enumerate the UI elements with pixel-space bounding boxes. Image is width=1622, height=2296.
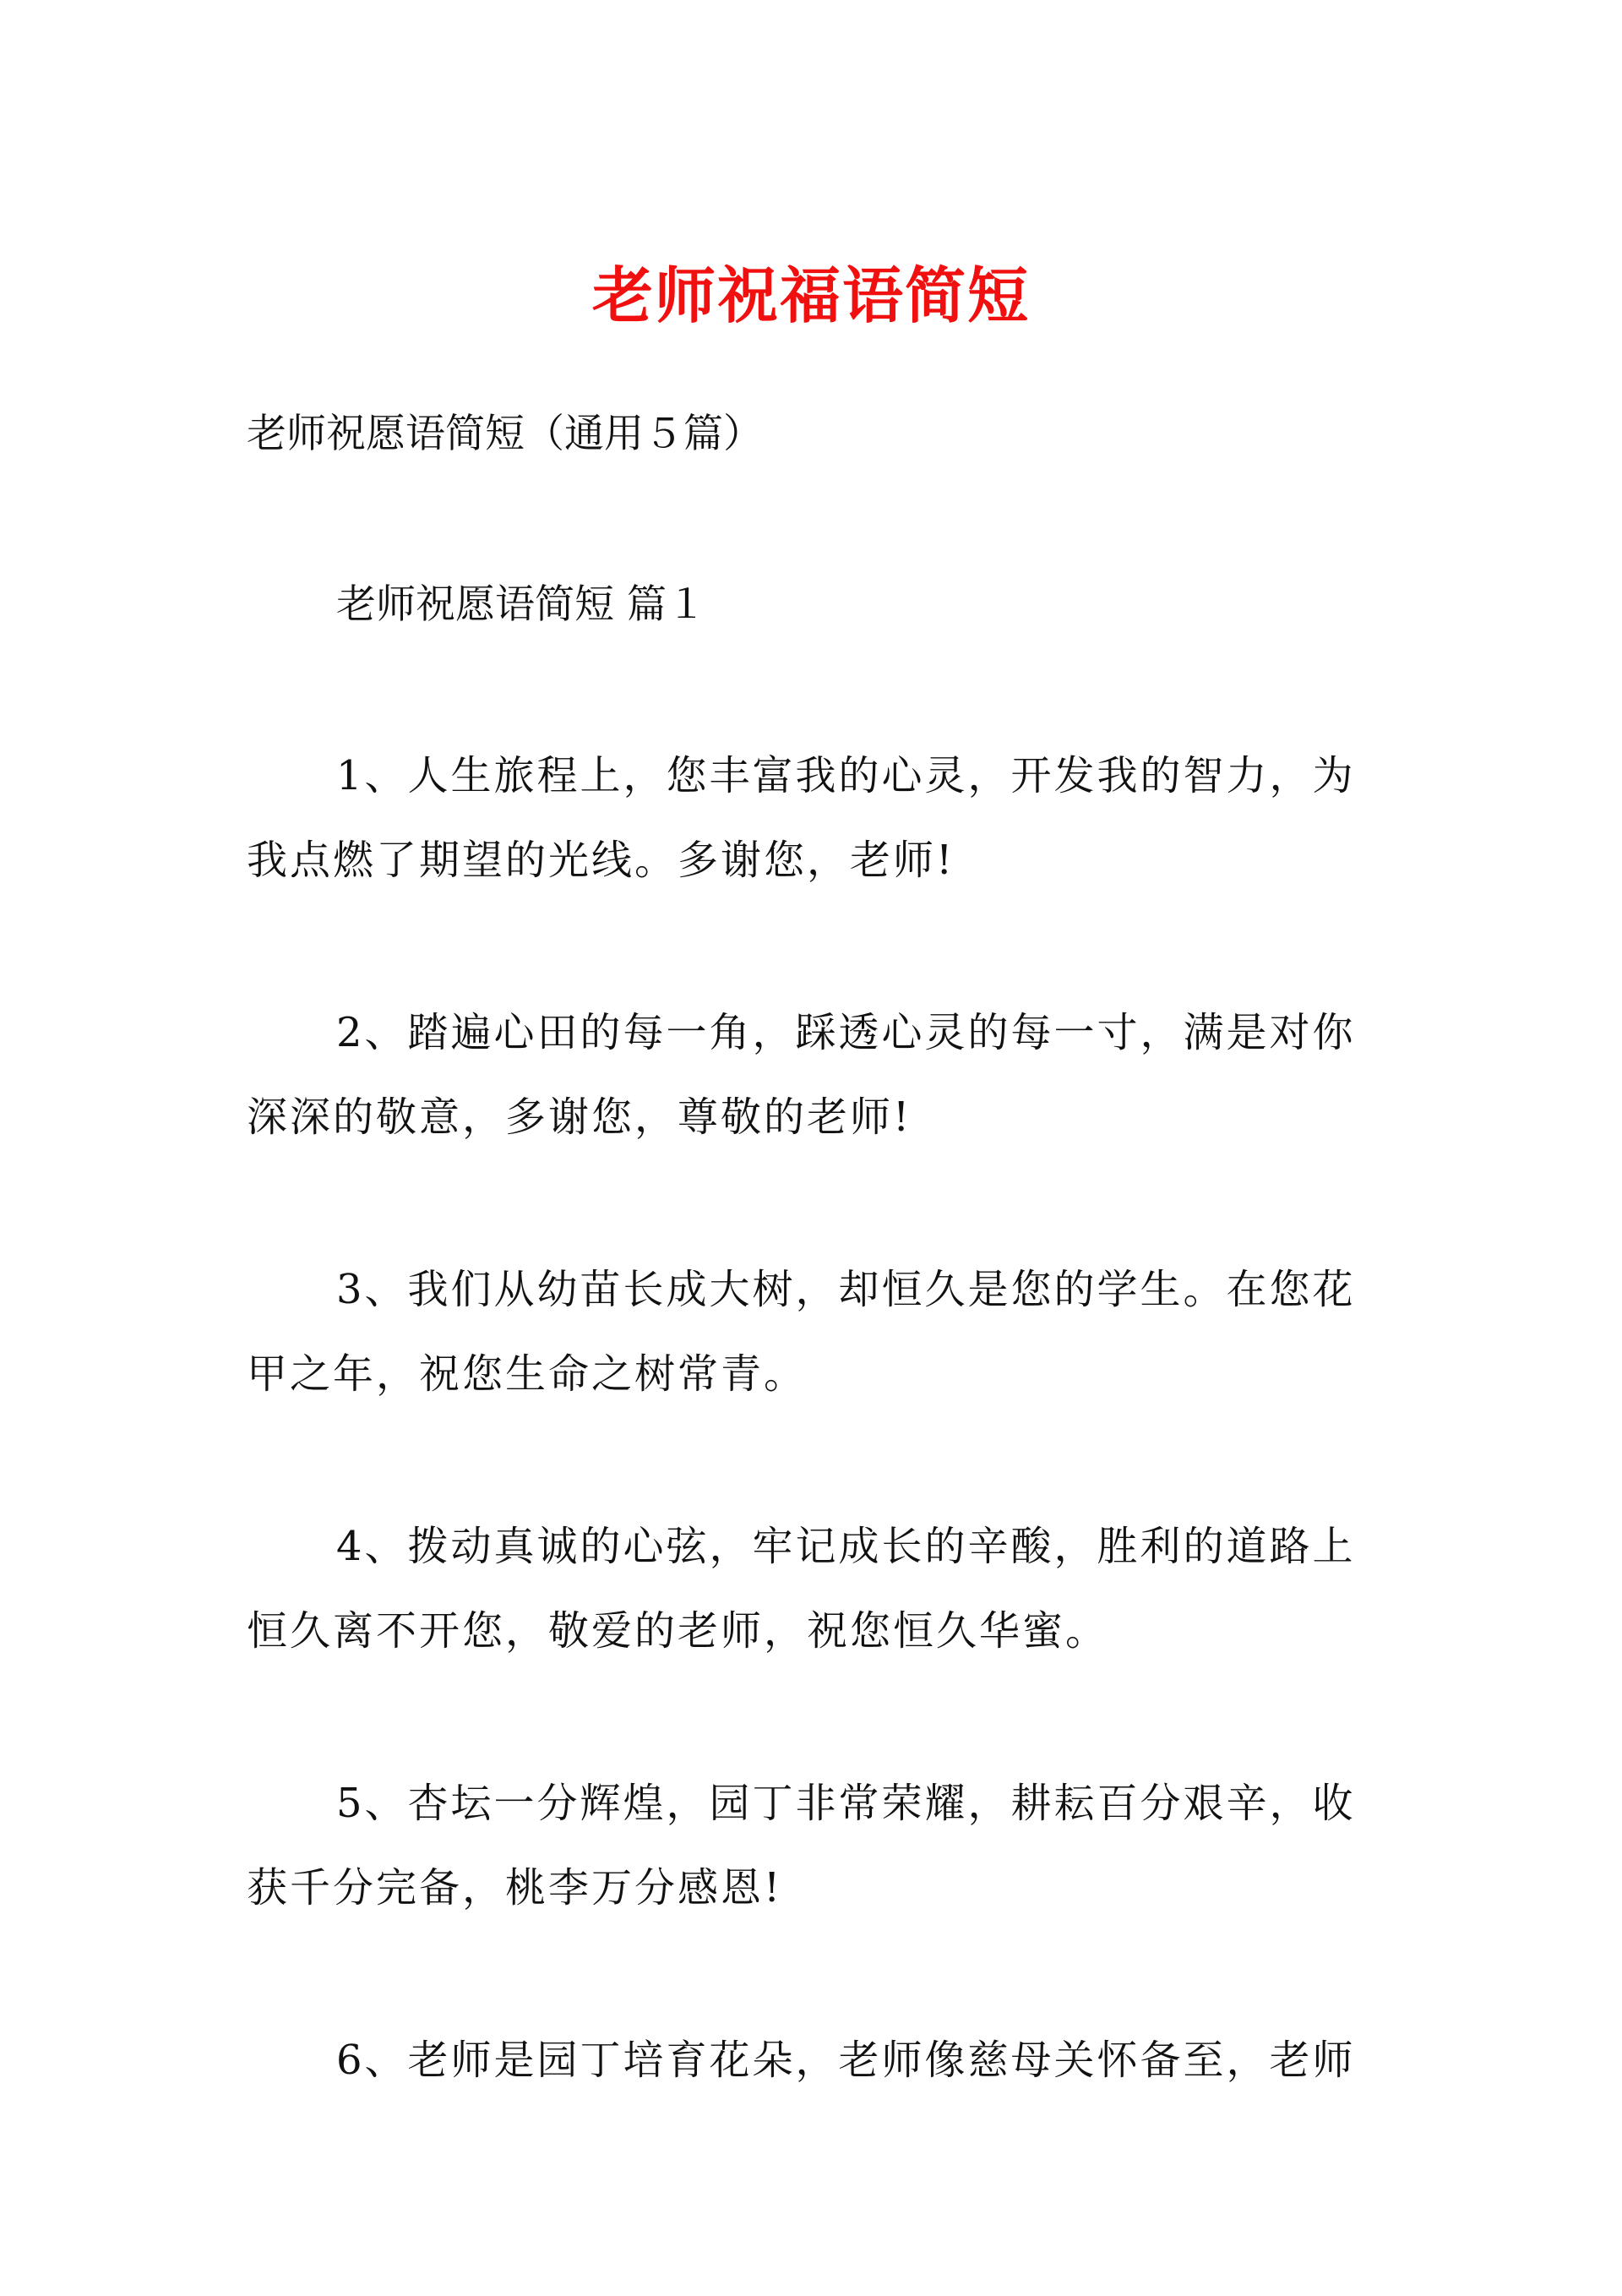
document-subtitle: 老师祝愿语简短（通用５篇） — [247, 411, 763, 457]
paragraph-1 — [247, 734, 1379, 903]
paragraph-3-line-1: 3、我们从幼苗长成大树，却恒久是您的学生。在您花 — [336, 1266, 1356, 1313]
paragraph-5-line-1: 5、杏坛一分辉煌，园丁非常荣耀，耕耘百分艰辛，收 — [336, 1780, 1356, 1827]
paragraph-3-line-2: 甲之年，祝您生命之树常青。 — [247, 1350, 808, 1398]
paragraph-4-line-1: 4、拨动真诚的心弦，牢记成长的辛酸，胜利的道路上 — [336, 1523, 1356, 1570]
paragraph-5 — [247, 1761, 1379, 1930]
paragraph-5-line-2: 获千分完备，桃李万分感恩! — [247, 1864, 783, 1912]
paragraph-1-line-2: 我点燃了期望的光线。多谢您，老师! — [247, 837, 955, 884]
section-heading: 老师祝愿语简短 篇１ — [336, 581, 706, 628]
paragraph-2 — [247, 990, 1379, 1159]
paragraph-6-line-1: 6、老师是园丁培育花朵，老师像慈母关怀备至，老师 — [336, 2037, 1356, 2084]
paragraph-4 — [247, 1504, 1379, 1673]
paragraph-3 — [247, 1247, 1379, 1416]
paragraph-6 — [247, 2018, 1379, 2102]
paragraph-1-line-1: 1、人生旅程上，您丰富我的心灵，开发我的智力，为 — [336, 752, 1356, 799]
paragraph-2-line-2: 深深的敬意，多谢您，尊敬的老师! — [247, 1093, 912, 1141]
paragraph-2-line-1: 2、踏遍心田的每一角，踩透心灵的每一寸，满是对你 — [336, 1009, 1356, 1056]
document-title: 老师祝福语简短 — [591, 259, 1030, 331]
paragraph-4-line-2: 恒久离不开您，敬爱的老师，祝您恒久华蜜。 — [247, 1607, 1109, 1655]
